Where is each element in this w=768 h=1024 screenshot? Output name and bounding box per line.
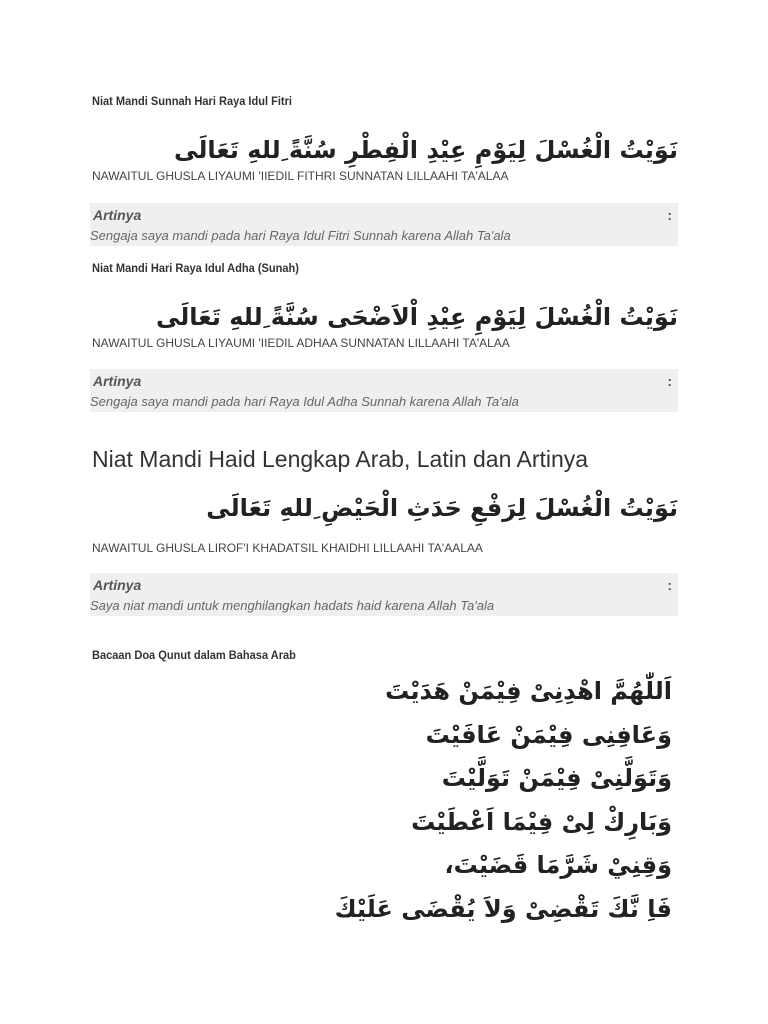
- artinya-colon: :: [667, 577, 672, 593]
- qunut-line: وَتَوَلَّنِىْ فِيْمَنْ تَوَلَّيْتَ: [441, 764, 672, 792]
- idul-adha-heading: Niat Mandi Hari Raya Idul Adha (Sunah): [92, 261, 299, 275]
- idul-fitri-latin: NAWAITUL GHUSLA LIYAUMI 'IIEDIL FITHRI SUNNATAN LILLAAHI TA'ALAA: [92, 169, 509, 183]
- idul-adha-arabic: نَوَيْتُ الْغُسْلَ لِيَوْمِ عِيْدِ اْلاَضْحَى سُنَّةً ِللهِ تَعَالَى: [156, 303, 678, 331]
- haid-arabic: نَوَيْتُ الْغُسْلَ لِرَفْعِ حَدَثِ الْحَيْضِ ِللهِ تَعَالَى: [206, 494, 678, 522]
- idul-adha-artinya-box: [90, 369, 678, 412]
- artinya-colon: :: [667, 373, 672, 389]
- idul-fitri-artinya-box: [90, 203, 678, 246]
- artinya-label: Artinya: [93, 373, 142, 389]
- artinya-colon: :: [667, 207, 672, 223]
- artinya-label: Artinya: [93, 207, 142, 223]
- haid-artinya-text: Saya niat mandi untuk menghilangkan hadats haid karena Allah Ta'ala: [90, 598, 495, 613]
- haid-heading: Niat Mandi Haid Lengkap Arab, Latin dan Artinya: [92, 446, 589, 472]
- idul-fitri-heading: Niat Mandi Sunnah Hari Raya Idul Fitri: [92, 94, 292, 108]
- haid-artinya-box: [90, 573, 678, 616]
- idul-fitri-artinya-text: Sengaja saya mandi pada hari Raya Idul Fitri Sunnah karena Allah Ta'ala: [90, 228, 511, 243]
- qunut-line: اَللّٰهُمَّ اهْدِنِىْ فِيْمَنْ هَدَيْتَ: [385, 677, 672, 705]
- qunut-line: وَعَافِنِى فِيْمَنْ عَافَيْتَ: [425, 721, 672, 749]
- artinya-label: Artinya: [93, 577, 142, 593]
- qunut-heading: Bacaan Doa Qunut dalam Bahasa Arab: [92, 648, 296, 662]
- haid-latin: NAWAITUL GHUSLA LIROF'I KHADATSIL KHAIDHI LILLAAHI TA'AALAA: [92, 541, 483, 555]
- qunut-line: وَقِنِيْ شَرَّمَا قَضَيْتَ،: [444, 851, 672, 879]
- idul-adha-artinya-text: Sengaja saya mandi pada hari Raya Idul Adha Sunnah karena Allah Ta'ala: [90, 394, 519, 409]
- idul-adha-latin: NAWAITUL GHUSLA LIYAUMI 'IIEDIL ADHAA SUNNATAN LILLAAHI TA'ALAA: [92, 336, 510, 350]
- qunut-line: وَبَارِكْ لِىْ فِيْمَا اَعْطَيْتَ: [411, 808, 672, 836]
- qunut-line: فَاِ نَّكَ تَقْضِىْ وَلاَ يُقْضَى عَلَيْكَ: [334, 895, 672, 923]
- idul-fitri-arabic: نَوَيْتُ الْغُسْلَ لِيَوْمِ عِيْدِ الْفِطْرِ سُنَّةً ِللهِ تَعَالَى: [174, 136, 678, 164]
